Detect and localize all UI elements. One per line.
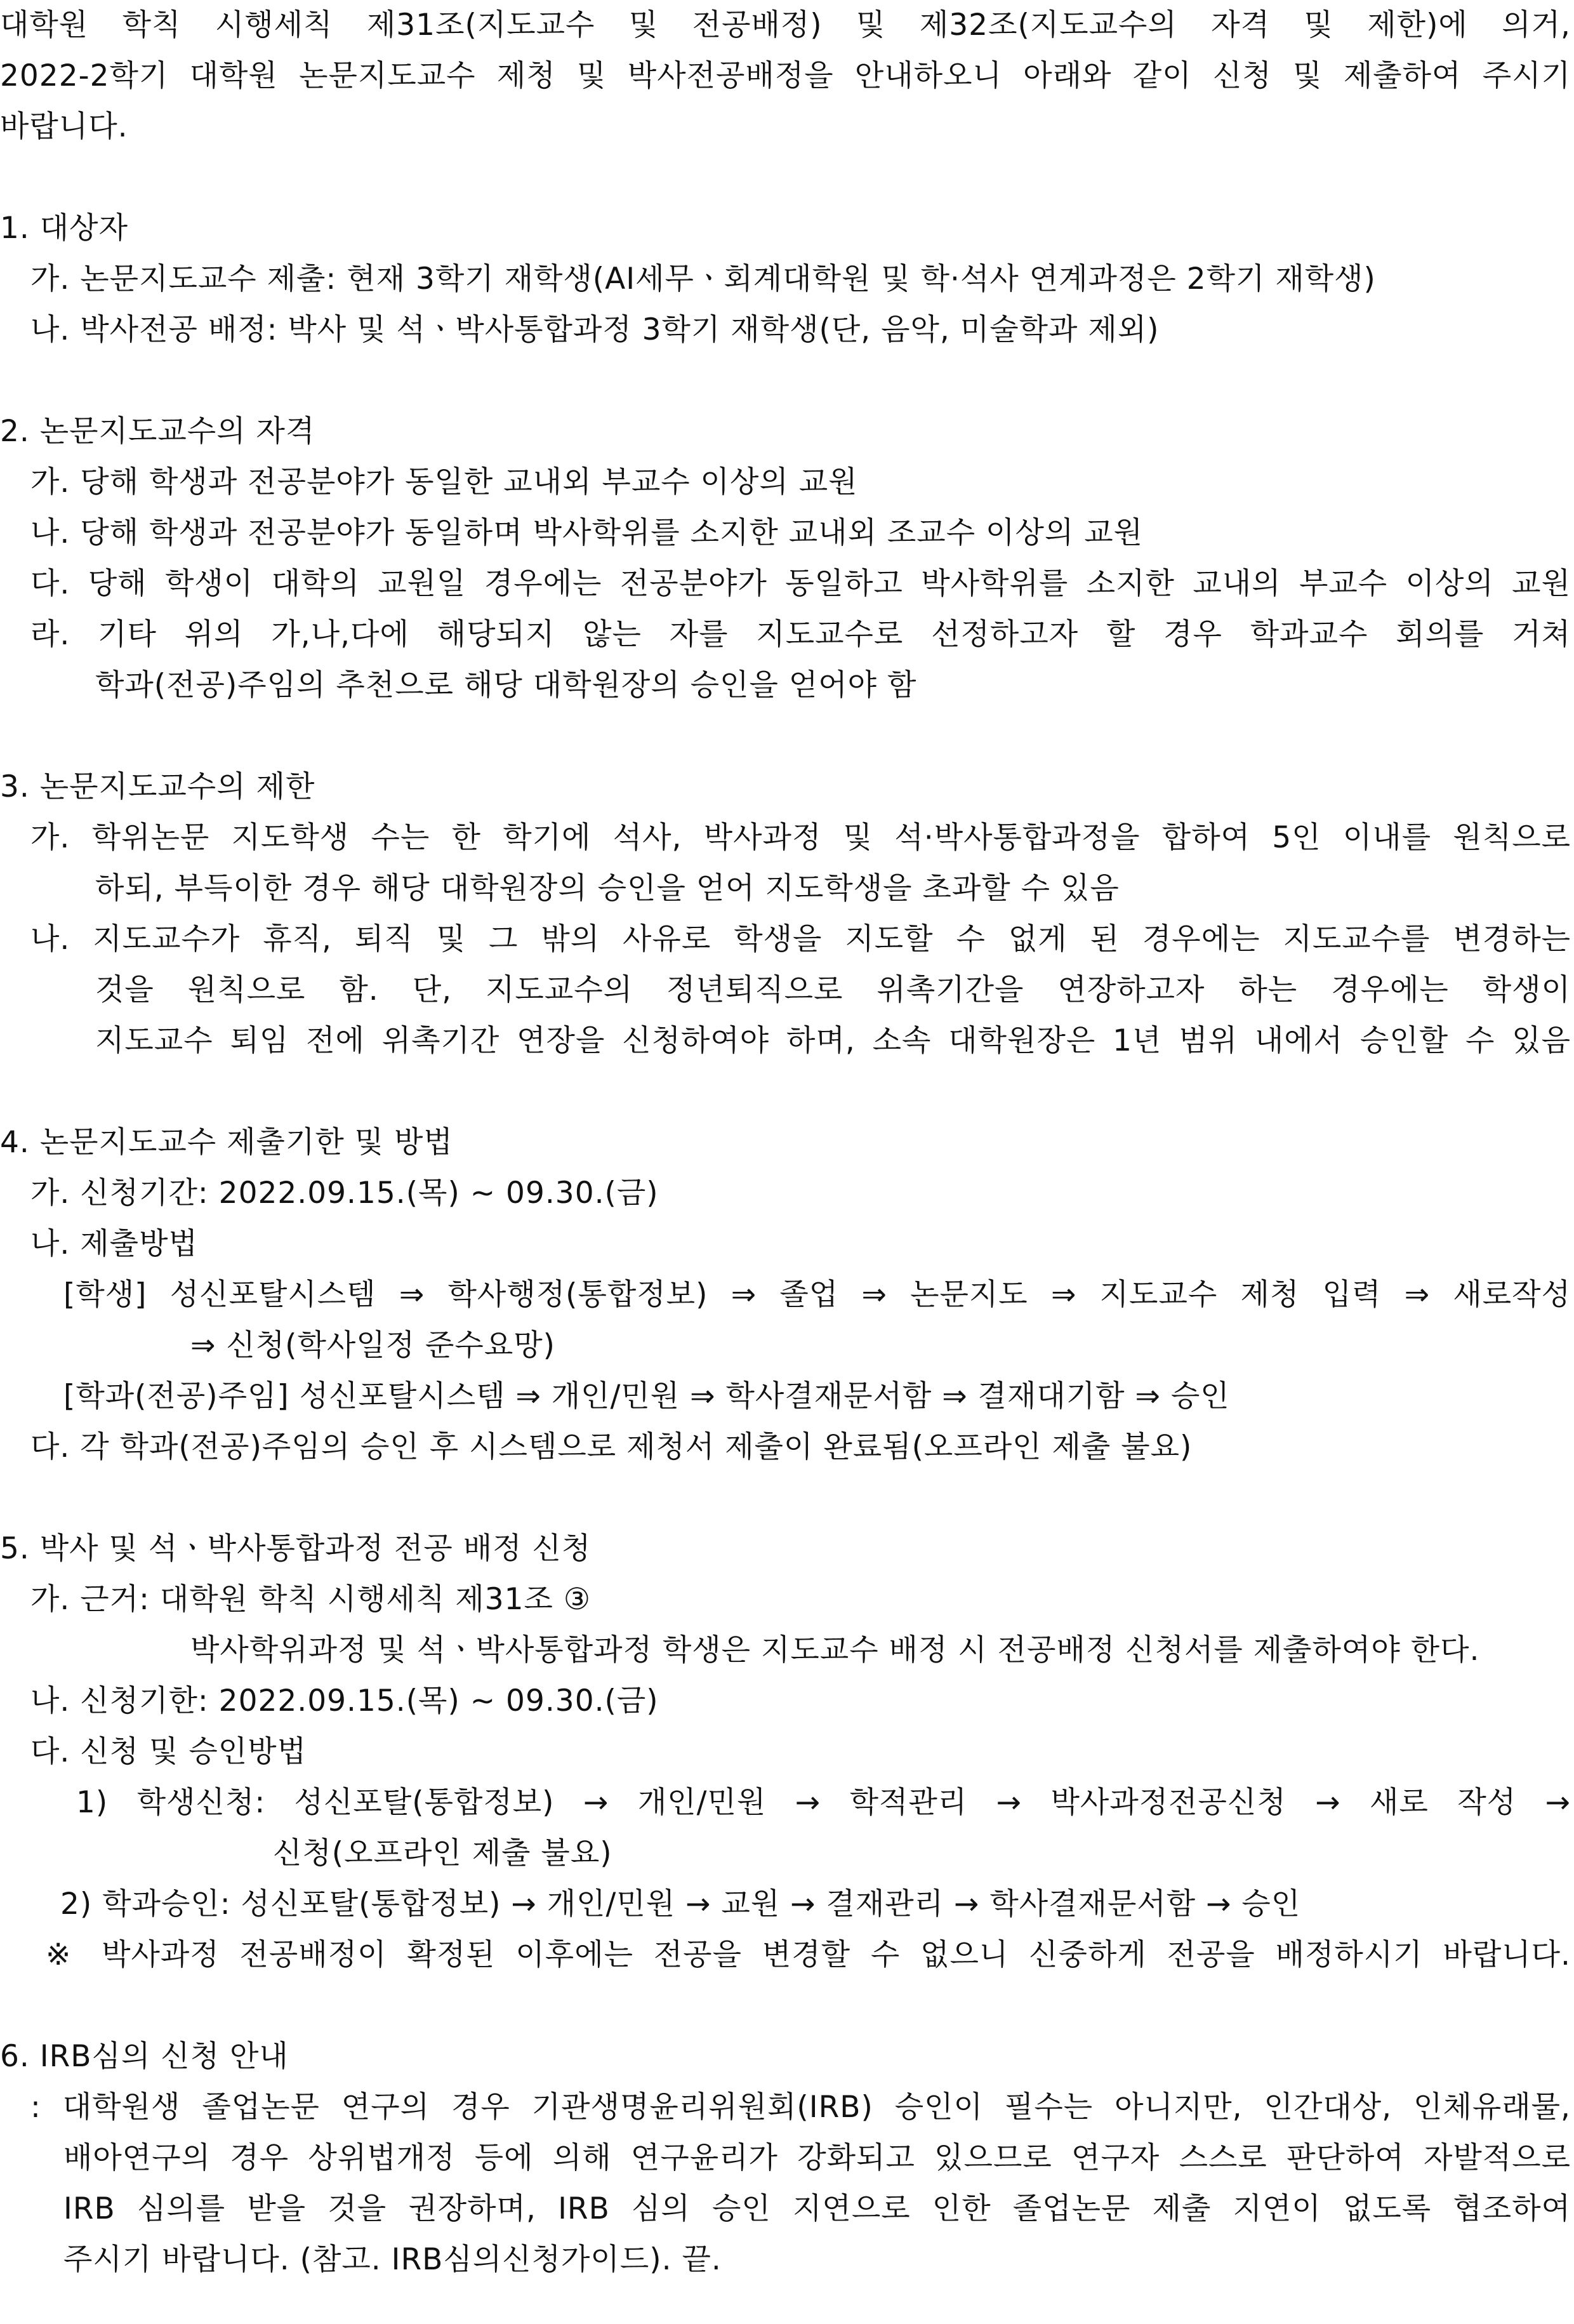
intro-line: 바랍니다. [0, 109, 128, 144]
s6-line: IRB 심의를 받을 것을 권장하며, IRB 심의 승인 지연으로 인한 졸업논문 제출 지연이 없도록 협조하여 [63, 2191, 1571, 2226]
s5-item-c: 다. 신청 및 승인방법 [30, 1734, 307, 1769]
s1-item-b: 나. 박사전공 배정: 박사 및 석ㆍ박사통합과정 3학기 재학생(단, 음악, 미술학과 제외) [30, 312, 1160, 347]
s5-dept-method: 2) 학과승인: 성신포탈(통합정보) → 개인/민원 → 교원 → 결재관리 → 학사결재문서함 → 승인 [60, 1887, 1301, 1922]
s2-item-d: 라. 기타 위의 가,나,다에 해당되지 않는 자를 지도교수로 선정하고자 할 경우 학과교수 회의를 거쳐 [30, 617, 1571, 652]
s2-item-d-cont: 학과(전공)주임의 추천으로 해당 대학원장의 승인을 얻어야 함 [95, 668, 917, 703]
s3-item-b-cont: 것을 원칙으로 함. 단, 지도교수의 정년퇴직으로 위촉기간을 연장하고자 하는 경우에는 학생이 [95, 973, 1571, 1007]
s5-item-b: 나. 신청기한: 2022.09.15.(목) ~ 09.30.(금) [30, 1683, 659, 1718]
section-3-title: 3. 논문지도교수의 제한 [0, 769, 315, 804]
s3-item-b-cont: 지도교수 퇴임 전에 위촉기간 연장을 신청하여야 하며, 소속 대학원장은 1년 범위 내에서 승인할 수 있음 [95, 1023, 1571, 1058]
s5-student-method: 1) 학생신청: 성신포탈(통합정보) → 개인/민원 → 학적관리 → 박사과정전공신청 → 새로 작성 → [76, 1785, 1571, 1820]
s4-item-a: 가. 신청기간: 2022.09.15.(목) ~ 09.30.(금) [30, 1176, 659, 1211]
intro-line: 2022-2학기 대학원 논문지도교수 제청 및 박사전공배정을 안내하오니 아래와 같이 신청 및 제출하여 주시기 [0, 58, 1571, 93]
s2-item-c: 다. 당해 학생이 대학의 교원일 경우에는 전공분야가 동일하고 박사학위를 소지한 교내의 부교수 이상의 교원 [30, 566, 1571, 601]
s4-item-b: 나. 제출방법 [30, 1226, 198, 1261]
s5-student-method-cont: 신청(오프라인 제출 불요) [273, 1836, 612, 1871]
s3-item-a: 가. 학위논문 지도학생 수는 한 학기에 석사, 박사과정 및 석·박사통합과정을 합하여 5인 이내를 원칙으로 [30, 820, 1571, 855]
s6-line: 주시기 바랍니다. (참고. IRB심의신청가이드). 끝. [63, 2242, 722, 2277]
s5-item-a: 가. 근거: 대학원 학칙 시행세칙 제31조 ③ [30, 1582, 591, 1617]
section-4-title: 4. 논문지도교수 제출기한 및 방법 [0, 1125, 453, 1160]
s4-chair-path: [학과(전공)주임] 성신포탈시스템 ⇒ 개인/민원 ⇒ 학사결재문서함 ⇒ 결재대기함 ⇒ 승인 [63, 1379, 1230, 1414]
section-2-title: 2. 논문지도교수의 자격 [0, 414, 315, 449]
section-1-title: 1. 대상자 [0, 211, 128, 246]
s1-item-a: 가. 논문지도교수 제출: 현재 3학기 재학생(AI세무ㆍ회계대학원 및 학·석사 연계과정은 2학기 재학생) [30, 262, 1376, 296]
section-6-title: 6. IRB심의 신청 안내 [0, 2039, 289, 2074]
s4-item-c: 다. 각 학과(전공)주임의 승인 후 시스템으로 제청서 제출이 완료됨(오프라인 제출 불요) [30, 1430, 1193, 1464]
s6-line: 배아연구의 경우 상위법개정 등에 의해 연구윤리가 강화되고 있으므로 연구자 스스로 판단하여 자발적으로 [63, 2141, 1571, 2175]
section-5-title: 5. 박사 및 석ㆍ박사통합과정 전공 배정 신청 [0, 1531, 592, 1566]
s3-item-b: 나. 지도교수가 휴직, 퇴직 및 그 밖의 사유로 학생을 지도할 수 없게 된 경우에는 지도교수를 변경하는 [30, 922, 1571, 957]
s4-student-path-cont: ⇒ 신청(학사일정 준수요망) [190, 1328, 555, 1363]
intro-line: 대학원 학칙 시행세칙 제31조(지도교수 및 전공배정) 및 제32조(지도교수의 자격 및 제한)에 의거, [0, 8, 1571, 43]
s2-item-b: 나. 당해 학생과 전공분야가 동일하며 박사학위를 소지한 교내외 조교수 이상의 교원 [30, 515, 1144, 550]
s5-note: ※ 박사과정 전공배정이 확정된 이후에는 전공을 변경할 수 없으니 신중하게 전공을 배정하시기 바랍니다. [46, 1937, 1571, 1972]
s2-item-a: 가. 당해 학생과 전공분야가 동일한 교내외 부교수 이상의 교원 [30, 465, 858, 500]
s4-student-path: [학생] 성신포탈시스템 ⇒ 학사행정(통합정보) ⇒ 졸업 ⇒ 논문지도 ⇒ 지도교수 제청 입력 ⇒ 새로작성 [63, 1277, 1571, 1312]
s3-item-a-cont: 하되, 부득이한 경우 해당 대학원장의 승인을 얻어 지도학생을 초과할 수 있음 [95, 871, 1120, 906]
s6-line: : 대학원생 졸업논문 연구의 경우 기관생명윤리위원회(IRB) 승인이 필수는 아니지만, 인간대상, 인체유래물, [30, 2090, 1571, 2125]
s5-item-a-detail: 박사학위과정 및 석ㆍ박사통합과정 학생은 지도교수 배정 시 전공배정 신청서를 제출하여야 한다. [190, 1633, 1480, 1668]
